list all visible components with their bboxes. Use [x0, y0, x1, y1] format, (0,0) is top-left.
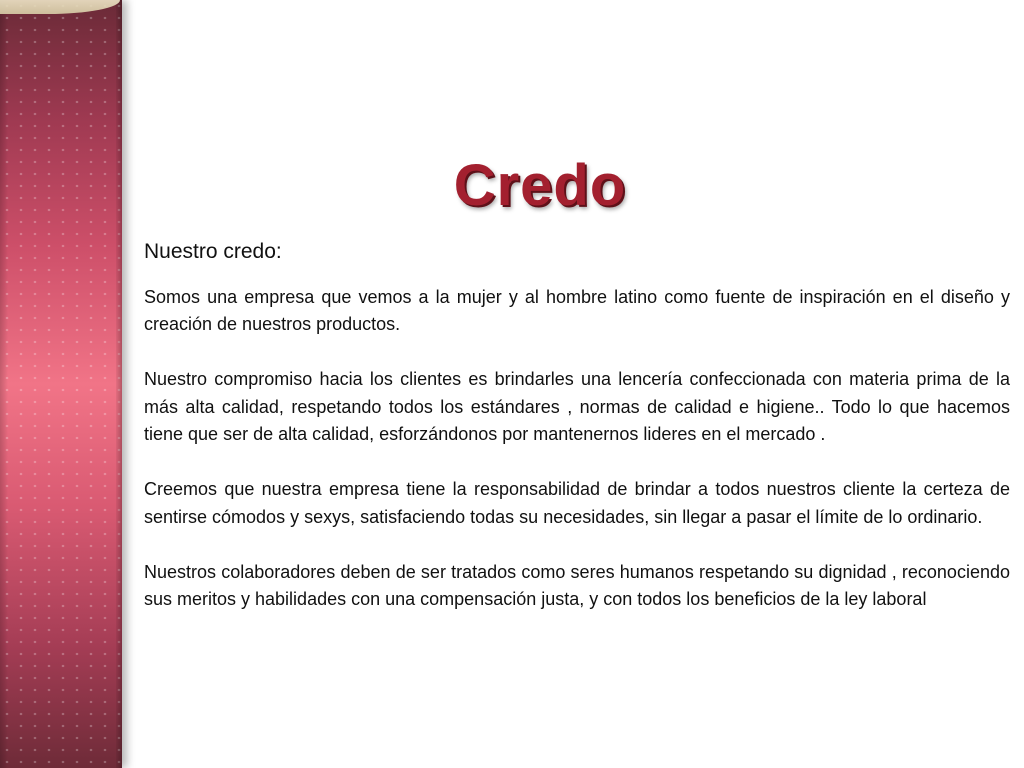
paragraph-inspiracion: Somos una empresa que vemos a la mujer y al hombre latino como fuente de inspiración en el diseño y creación de nuestros productos. [144, 286, 1010, 334]
slide-title: Credo [453, 153, 627, 218]
decorative-side-strip [0, 0, 122, 768]
slide-subtitle: Nuestro credo: [144, 240, 282, 263]
slide-body [144, 238, 1010, 641]
paragraph-colaboradores: Nuestros colaboradores deben de ser tratados como seres humanos respetando su dignidad , reconociendo sus meritos y habilidades con una compensación justa, y con todos los beneficios de la ley laboral [144, 561, 1010, 609]
paragraph-compromiso: Nuestro compromiso hacia los clientes es brindarles una lencería confeccionada con materia prima de la más alta calidad, respetando todos los estándares , normas de calidad e higiene.. Todo lo que hacemos tiene que ser de alta calidad, esforzándonos por mantenernos lideres en el mercado . [144, 369, 1010, 444]
paragraph-responsabilidad: Creemos que nuestra empresa tiene la responsabilidad de brindar a todos nuestros cliente la certeza de sentirse cómodos y sexys, satisfaciendo todas su necesidades, sin llegar a pasar el límite de lo ordinario. [144, 479, 1010, 527]
